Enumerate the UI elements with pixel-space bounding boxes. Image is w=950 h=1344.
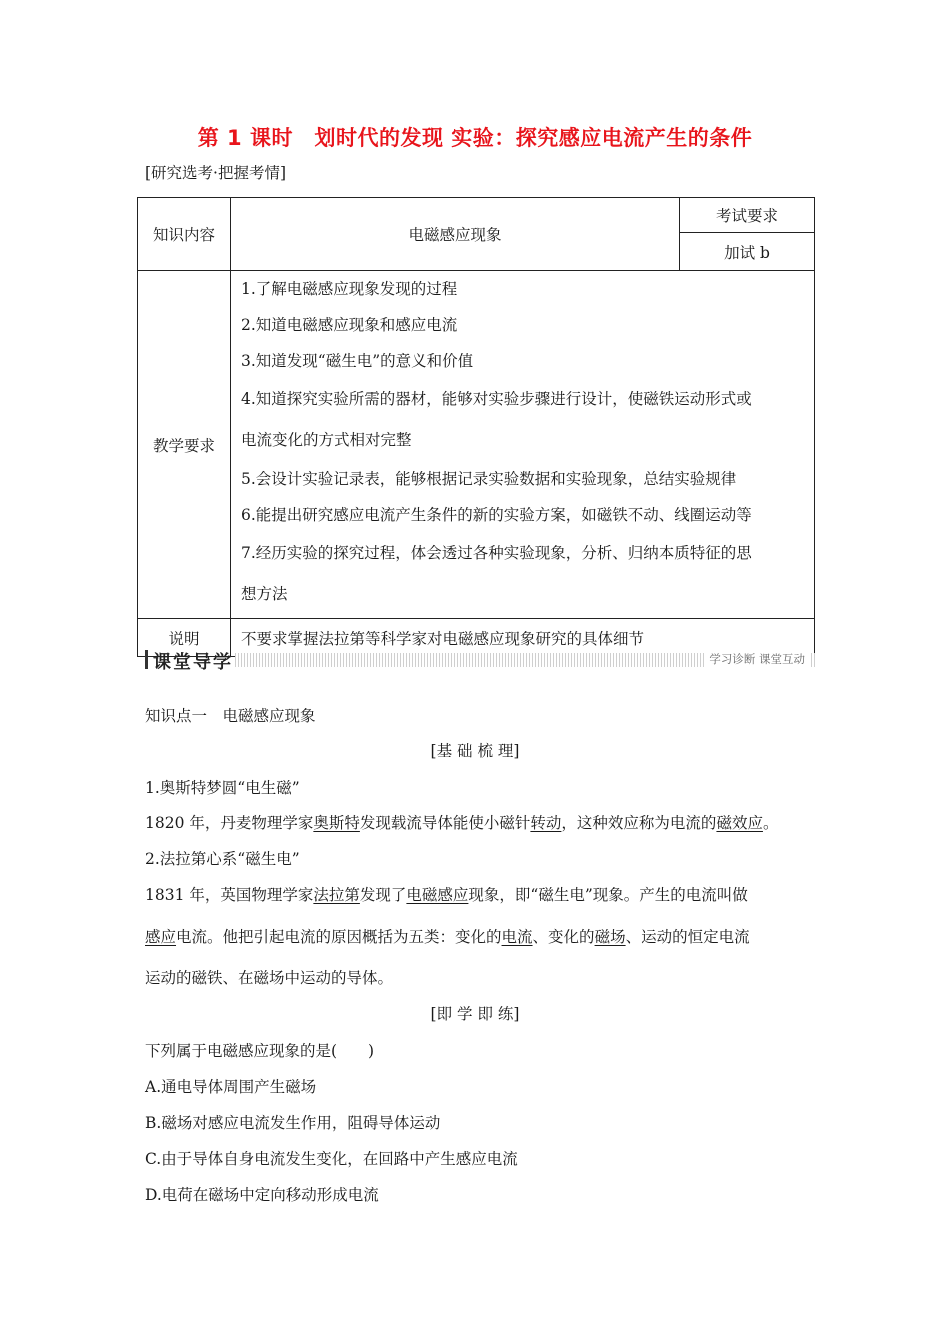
goal-item: 2.知道电磁感应现象和感应电流 [241, 316, 458, 334]
blank-answer: 电流 [501, 928, 533, 946]
blank-answer: 磁场 [594, 928, 626, 946]
goal-item: 4.知道探究实验所需的器材，能够对实验步骤进行设计，使磁铁运动形式或 [241, 390, 752, 408]
text-run: 。 [762, 814, 779, 832]
option-d: D.电荷在磁场中定向移动形成电流 [145, 1186, 379, 1204]
text-run: 发现载流导体能使小磁针 [359, 814, 531, 832]
item2-line2 [145, 927, 750, 947]
banner-marker [145, 650, 148, 669]
blank-answer: 奥斯特 [313, 814, 360, 832]
knowledge-point-heading: 知识点一 电磁感应现象 [145, 707, 316, 725]
basics-label: [基 础 梳 理] [430, 742, 520, 760]
research-label: [研究选考·把握考情] [145, 164, 287, 182]
banner-title: 课堂导学 [153, 652, 233, 673]
item2-line1 [145, 885, 748, 905]
text-run: 1820 年，丹麦物理学家 [145, 814, 314, 832]
blank-answer: 法拉第 [313, 886, 360, 904]
item2-line3: 运动的磁铁、在磁场中运动的导体。 [145, 969, 394, 987]
banner-subtitle: 学习诊断 课堂互动 [705, 651, 809, 667]
text-run: 、运动的恒定电流 [625, 928, 750, 946]
exam-requirement-header: 考试要求 [680, 198, 815, 233]
note-label: 说明 [138, 619, 231, 657]
goal-item: 电流变化的方式相对完整 [241, 431, 412, 449]
classroom-guide-banner [145, 649, 815, 671]
question-stem: 下列属于电磁感应现象的是( ) [145, 1042, 375, 1060]
goal-item: 想方法 [241, 585, 288, 603]
exam-requirement-value: 加试 b [680, 233, 815, 271]
text-run: 1831 年，英国物理学家 [145, 886, 314, 904]
requirements-table [137, 197, 815, 657]
teaching-goals-cell [231, 271, 815, 619]
text-run: 、变化的 [532, 928, 595, 946]
text-run: 电流。他把引起电流的原因概括为五类：变化的 [176, 928, 502, 946]
blank-answer: 磁效应 [716, 814, 763, 832]
knowledge-content-header: 知识内容 [138, 198, 231, 271]
text-run: ，这种效应称为电流的 [561, 814, 717, 832]
option-a: A.通电导体周围产生磁场 [145, 1078, 317, 1096]
goal-item: 1.了解电磁感应现象发现的过程 [241, 280, 458, 298]
goal-item: 6.能提出研究感应电流产生条件的新的实验方案，如磁铁不动、线圈运动等 [241, 506, 752, 524]
text-run: 发现了 [359, 886, 407, 904]
blank-answer: 电磁感应 [406, 886, 469, 904]
item1-title: 1.奥斯特梦圆“电生磁” [145, 779, 300, 797]
item2-title: 2.法拉第心系“磁生电” [145, 850, 300, 868]
teaching-requirements-label: 教学要求 [138, 271, 231, 619]
goal-item: 3.知道发现“磁生电”的意义和价值 [241, 352, 474, 370]
option-b: B.磁场对感应电流发生作用，阻碍导体运动 [145, 1114, 441, 1132]
item1-text [145, 813, 778, 833]
text-run: 现象，即“磁生电”现象。产生的电流叫做 [468, 886, 748, 904]
page-title: 第 1 课时 划时代的发现 实验：探究感应电流产生的条件 [197, 126, 753, 150]
option-c: C.由于导体自身电流发生变化，在回路中产生感应电流 [145, 1150, 518, 1168]
practice-label: [即 学 即 练] [430, 1005, 520, 1023]
goal-item: 7.经历实验的探究过程，体会透过各种实验现象，分析、归纳本质特征的思 [241, 544, 752, 562]
blank-answer: 感应 [145, 928, 177, 946]
blank-answer: 转动 [530, 814, 562, 832]
topic-cell: 电磁感应现象 [231, 198, 680, 271]
note-text: 不要求掌握法拉第等科学家对电磁感应现象研究的具体细节 [231, 619, 815, 657]
goal-item: 5.会设计实验记录表，能够根据记录实验数据和实验现象，总结实验规律 [241, 470, 737, 488]
